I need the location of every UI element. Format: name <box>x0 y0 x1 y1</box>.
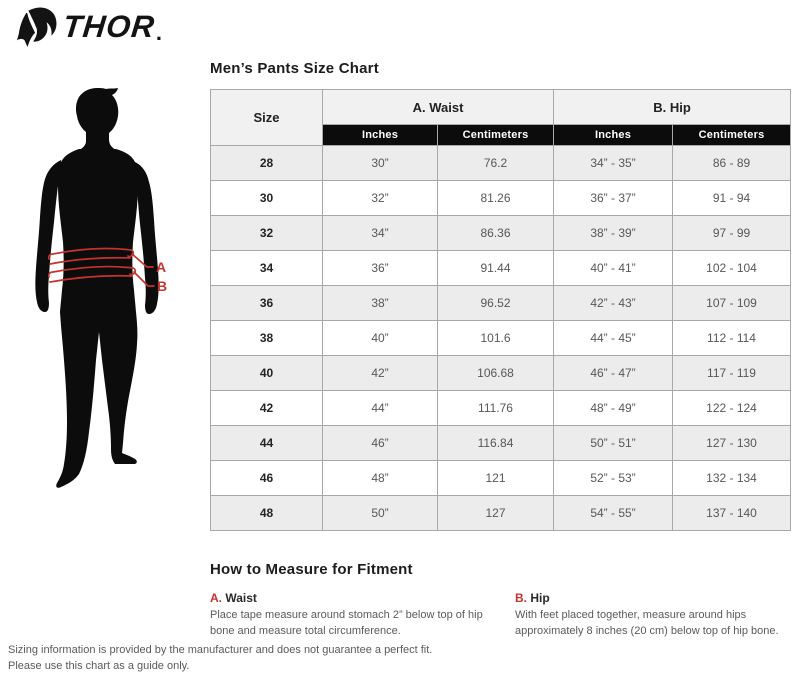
how-to-measure-heading: How to Measure for Fitment <box>210 561 413 578</box>
hip-inches-cell: 46” - 47” <box>554 356 673 391</box>
measure-hip-name: Hip <box>530 591 550 605</box>
waist-inches-cell: 30” <box>323 146 438 181</box>
table-row <box>211 251 791 286</box>
subheader-waist-inches: Inches <box>323 125 438 146</box>
hip-centimeters-cell: 132 - 134 <box>673 461 791 496</box>
how-to-measure-section <box>210 561 792 640</box>
hip-centimeters-cell: 91 - 94 <box>673 181 791 216</box>
waist-centimeters-cell: 86.36 <box>438 216 554 251</box>
table-row <box>211 321 791 356</box>
size-chart-section <box>210 60 790 531</box>
column-header-size: Size <box>211 90 323 146</box>
table-row <box>211 426 791 461</box>
thor-ram-icon <box>14 6 60 48</box>
hip-inches-cell: 34” - 35” <box>554 146 673 181</box>
hip-inches-cell: 36” - 37” <box>554 181 673 216</box>
hip-inches-cell: 44” - 45” <box>554 321 673 356</box>
thor-logo <box>14 6 162 48</box>
measure-waist-text: Place tape measure around stomach 2” below top of hip bone and measure total circumference. <box>210 609 483 637</box>
column-group-hip: B. Hip <box>554 90 791 125</box>
subheader-waist-centimeters: Centimeters <box>438 125 554 146</box>
size-cell: 28 <box>211 146 323 181</box>
waist-inches-cell: 40” <box>323 321 438 356</box>
hip-centimeters-cell: 97 - 99 <box>673 216 791 251</box>
hip-inches-cell: 54” - 55” <box>554 496 673 531</box>
waist-centimeters-cell: 111.76 <box>438 391 554 426</box>
waist-centimeters-cell: 101.6 <box>438 321 554 356</box>
hip-inches-cell: 50” - 51” <box>554 426 673 461</box>
hip-label-b: B <box>157 278 168 294</box>
hip-inches-cell: 52” - 53” <box>554 461 673 496</box>
measure-waist-block <box>210 591 515 640</box>
measure-waist-title <box>210 591 500 605</box>
waist-inches-cell: 46” <box>323 426 438 461</box>
thor-wordmark: THOR <box>61 9 157 44</box>
hip-centimeters-cell: 107 - 109 <box>673 286 791 321</box>
size-cell: 42 <box>211 391 323 426</box>
table-row <box>211 146 791 181</box>
waist-inches-cell: 42” <box>323 356 438 391</box>
hip-inches-cell: 38” - 39” <box>554 216 673 251</box>
thor-logo-dot: . <box>155 20 162 45</box>
size-cell: 34 <box>211 251 323 286</box>
waist-inches-cell: 44” <box>323 391 438 426</box>
measure-waist-name: Waist <box>225 591 257 605</box>
measure-hip-block <box>515 591 792 640</box>
table-row <box>211 286 791 321</box>
hip-centimeters-cell: 86 - 89 <box>673 146 791 181</box>
waist-inches-cell: 38” <box>323 286 438 321</box>
silhouette-svg <box>0 60 210 560</box>
size-table-body <box>211 146 791 531</box>
size-cell: 46 <box>211 461 323 496</box>
waist-centimeters-cell: 96.52 <box>438 286 554 321</box>
hip-centimeters-cell: 127 - 130 <box>673 426 791 461</box>
size-cell: 40 <box>211 356 323 391</box>
disclaimer-line-2: Please use this chart as a guide only. <box>8 659 190 672</box>
size-table <box>210 89 791 531</box>
hip-inches-cell: 42” - 43” <box>554 286 673 321</box>
hip-centimeters-cell: 122 - 124 <box>673 391 791 426</box>
waist-centimeters-cell: 121 <box>438 461 554 496</box>
hip-centimeters-cell: 112 - 114 <box>673 321 791 356</box>
table-row <box>211 356 791 391</box>
waist-label-a: A <box>156 259 167 275</box>
waist-inches-cell: 36” <box>323 251 438 286</box>
subheader-hip-centimeters: Centimeters <box>673 125 791 146</box>
hip-inches-cell: 48” - 49” <box>554 391 673 426</box>
waist-centimeters-cell: 91.44 <box>438 251 554 286</box>
body-silhouette <box>35 88 158 488</box>
table-row <box>211 496 791 531</box>
size-cell: 36 <box>211 286 323 321</box>
subheader-hip-inches: Inches <box>554 125 673 146</box>
size-cell: 32 <box>211 216 323 251</box>
sizing-disclaimer <box>8 643 432 675</box>
hip-centimeters-cell: 102 - 104 <box>673 251 791 286</box>
waist-inches-cell: 48” <box>323 461 438 496</box>
waist-centimeters-cell: 81.26 <box>438 181 554 216</box>
measure-waist-prefix: A. <box>210 591 222 605</box>
disclaimer-line-1: Sizing information is provided by the manufacturer and does not guarantee a perfect fit. <box>8 644 433 656</box>
waist-centimeters-cell: 76.2 <box>438 146 554 181</box>
table-row <box>211 391 791 426</box>
hip-centimeters-cell: 117 - 119 <box>673 356 791 391</box>
waist-centimeters-cell: 106.68 <box>438 356 554 391</box>
measure-hip-prefix: B. <box>515 591 527 605</box>
size-cell: 30 <box>211 181 323 216</box>
table-row <box>211 216 791 251</box>
waist-centimeters-cell: 116.84 <box>438 426 554 461</box>
hip-centimeters-cell: 137 - 140 <box>673 496 791 531</box>
measure-hip-title <box>515 591 792 605</box>
waist-inches-cell: 32” <box>323 181 438 216</box>
size-cell: 48 <box>211 496 323 531</box>
page-title: Men’s Pants Size Chart <box>210 60 379 77</box>
size-cell: 38 <box>211 321 323 356</box>
hip-inches-cell: 40” - 41” <box>554 251 673 286</box>
table-row <box>211 461 791 496</box>
waist-inches-cell: 34” <box>323 216 438 251</box>
waist-inches-cell: 50” <box>323 496 438 531</box>
size-cell: 44 <box>211 426 323 461</box>
measure-hip-text: With feet placed together, measure around hips approximately 8 inches (20 cm) below top of hip bone. <box>515 609 779 637</box>
table-row <box>211 181 791 216</box>
waist-centimeters-cell: 127 <box>438 496 554 531</box>
column-group-waist: A. Waist <box>323 90 554 125</box>
male-silhouette-figure <box>0 60 210 560</box>
